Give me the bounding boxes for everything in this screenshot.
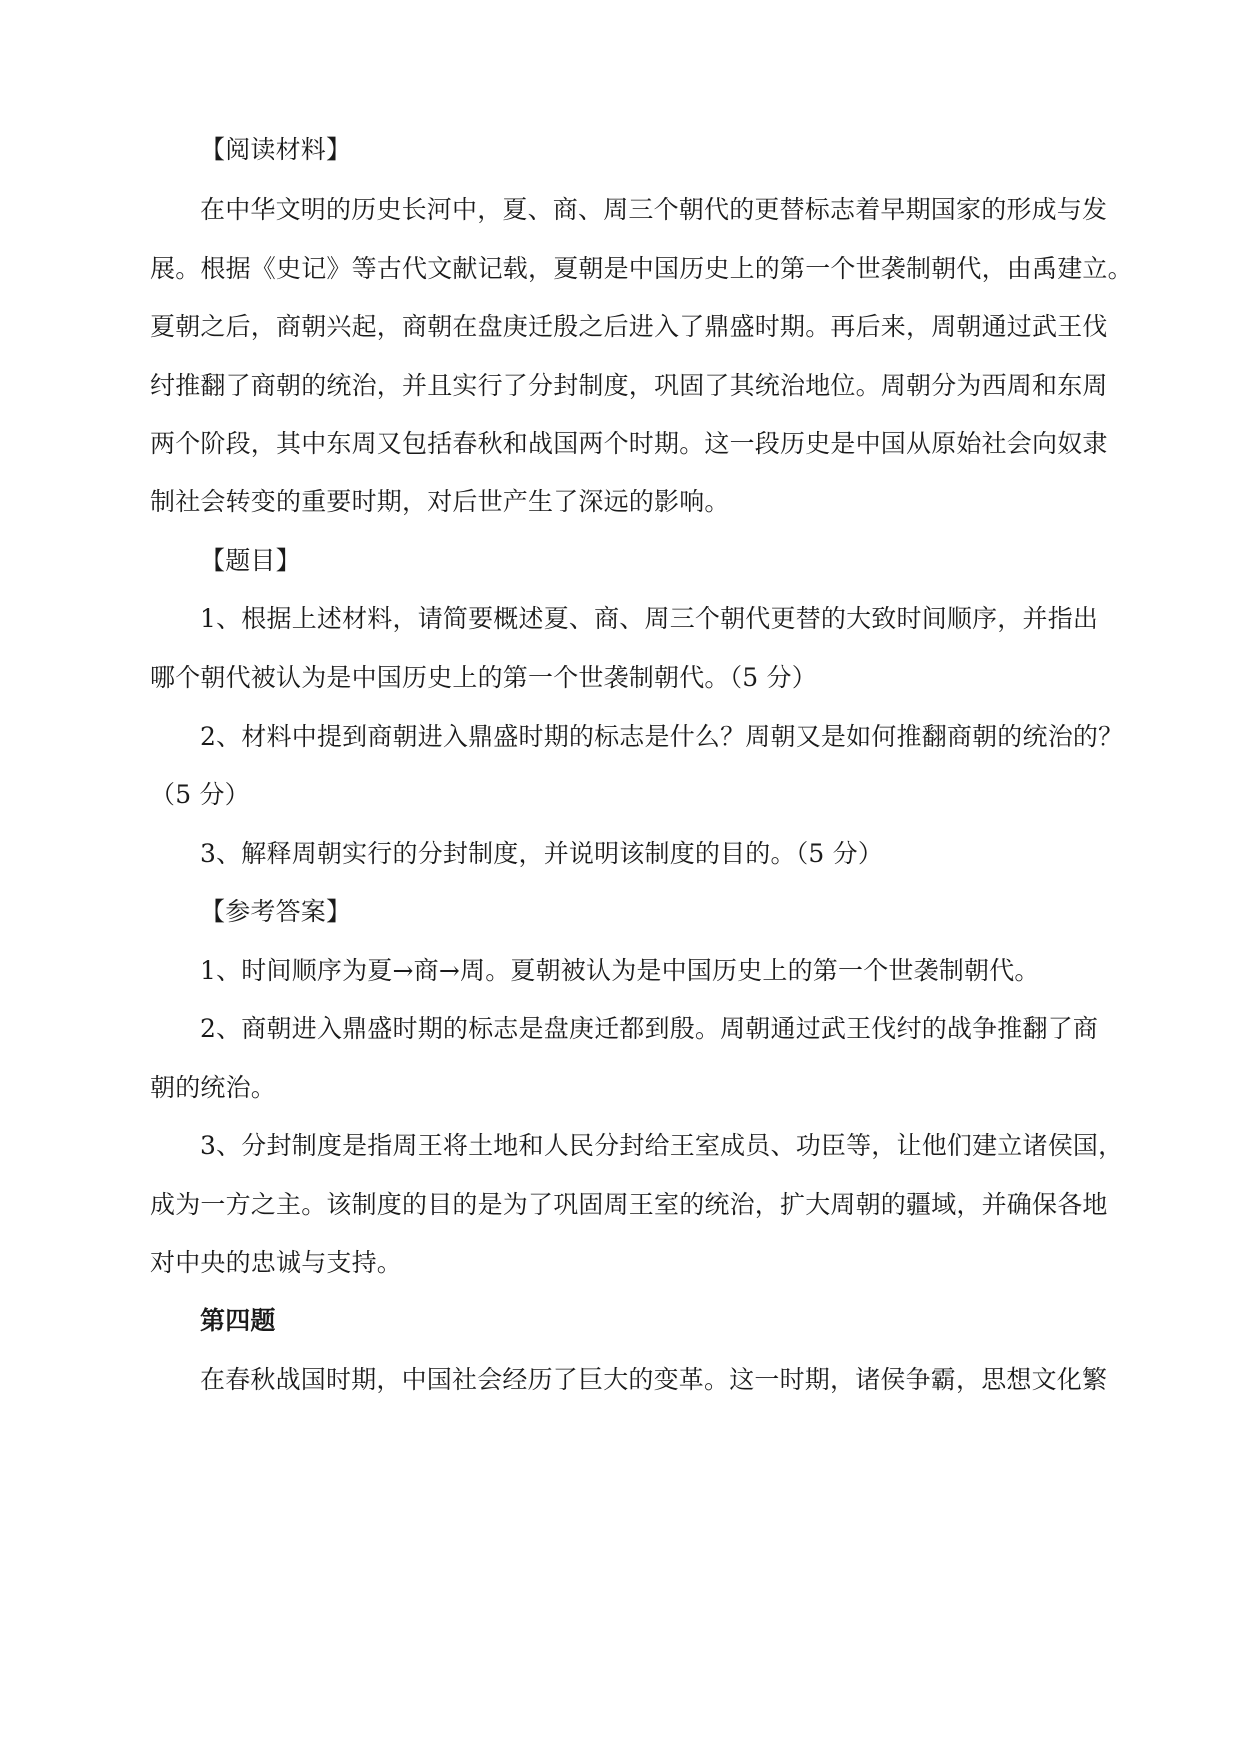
answer-3-line: 3、分封制度是指周王将土地和人民分封给王室成员、功臣等，让他们建立诸侯国， <box>200 1131 1124 1160</box>
answer-2-line: 2、商朝进入鼎盛时期的标志是盘庚迁都到殷。周朝通过武王伐纣的战争推翻了商 <box>200 1014 1099 1043</box>
reading-line: 在中华文明的历史长河中，夏、商、周三个朝代的更替标志着早期国家的形成与发 <box>200 195 1108 224</box>
reading-line: 展。根据《史记》等古代文献记载，夏朝是中国历史上的第一个世袭制朝代，由禹建立。 <box>150 254 1133 283</box>
answer-3-line: 对中央的忠诚与支持。 <box>150 1248 403 1277</box>
reading-line: 制社会转变的重要时期，对后世产生了深远的影响。 <box>150 487 730 516</box>
question-2-line: 2、材料中提到商朝进入鼎盛时期的标志是什么？周朝又是如何推翻商朝的统治的？ <box>200 722 1124 751</box>
reading-line: 纣推翻了商朝的统治，并且实行了分封制度，巩固了其统治地位。周朝分为西周和东周 <box>150 371 1108 400</box>
reading-line: 两个阶段，其中东周又包括春秋和战国两个时期。这一段历史是中国从原始社会向奴隶 <box>150 429 1108 458</box>
question-1-line: 1、根据上述材料，请简要概述夏、商、周三个朝代更替的大致时间顺序，并指出 <box>200 604 1099 633</box>
next-section-line: 在春秋战国时期，中国社会经历了巨大的变革。这一时期，诸侯争霸，思想文化繁 <box>200 1365 1108 1394</box>
answers-header: 【参考答案】 <box>200 897 352 926</box>
answer-2-line: 朝的统治。 <box>150 1073 277 1102</box>
reading-header: 【阅读材料】 <box>200 135 352 164</box>
question-2-line: （5 分） <box>150 780 250 809</box>
questions-header: 【题目】 <box>200 546 301 575</box>
answer-3-line: 成为一方之主。该制度的目的是为了巩固周王室的统治，扩大周朝的疆域，并确保各地 <box>150 1190 1108 1219</box>
question-1-line: 哪个朝代被认为是中国历史上的第一个世袭制朝代。（5 分） <box>150 663 817 692</box>
question-3-line: 3、解释周朝实行的分封制度，并说明该制度的目的。（5 分） <box>200 839 884 868</box>
next-section-title: 第四题 <box>200 1306 276 1335</box>
answer-1-line: 1、时间顺序为夏→商→周。夏朝被认为是中国历史上的第一个世袭制朝代。 <box>200 956 1040 985</box>
reading-line: 夏朝之后，商朝兴起，商朝在盘庚迁殷之后进入了鼎盛时期。再后来，周朝通过武王伐 <box>150 312 1108 341</box>
